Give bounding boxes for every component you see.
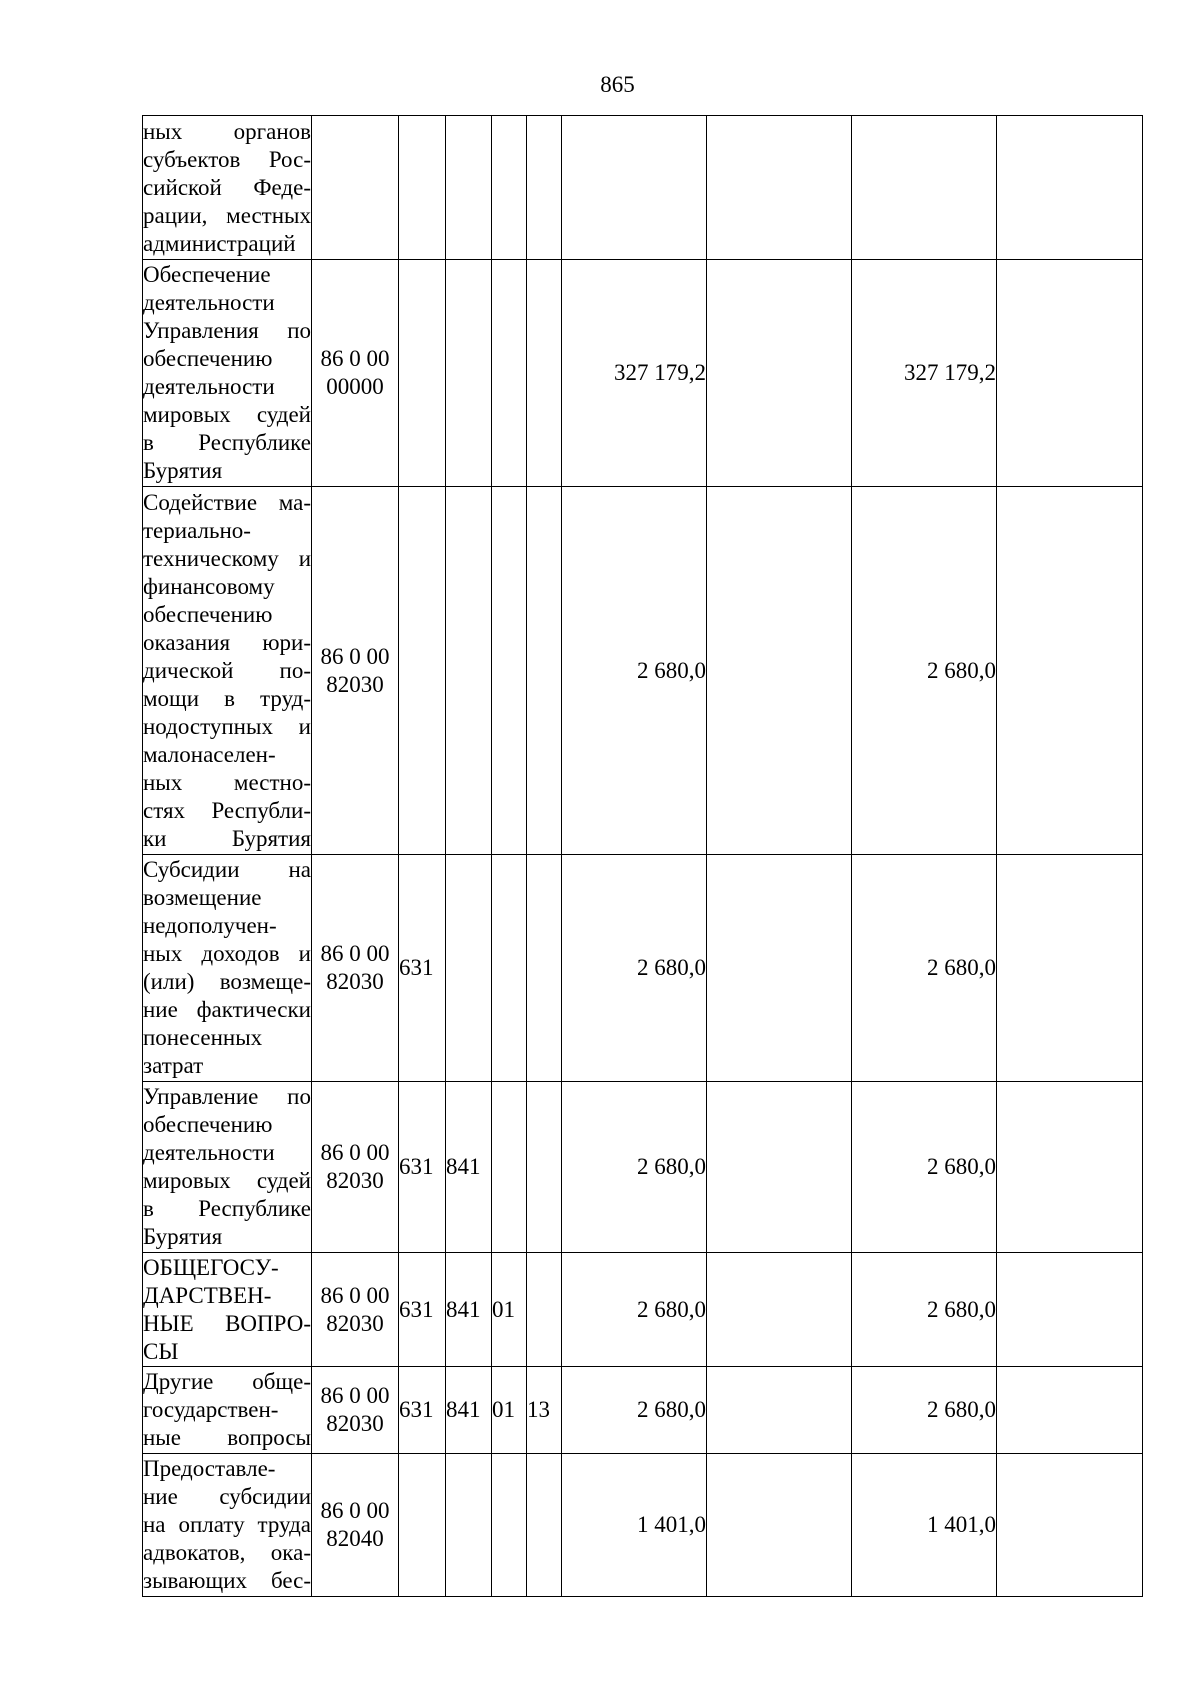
item-name-line: (или) возмеще- xyxy=(143,969,311,994)
target-article-code: 86 0 00 82030 xyxy=(312,1253,399,1367)
subsection-code xyxy=(527,1253,562,1367)
item-name-line: субъектов Рос- xyxy=(143,146,311,172)
table-row xyxy=(143,855,1143,1082)
ministry-code xyxy=(446,260,492,487)
amount-total: 2 680,0 xyxy=(562,1367,707,1454)
item-name-line: мировых судей xyxy=(143,402,311,427)
table-row xyxy=(143,260,1143,487)
amount-column-2 xyxy=(707,1454,852,1597)
subsection-code xyxy=(527,116,562,260)
target-article-code: 86 0 00 82040 xyxy=(312,1454,399,1597)
item-name-line: ных местно- xyxy=(143,769,311,795)
item-name-line: оказания юри- xyxy=(143,629,311,655)
ministry-code xyxy=(446,855,492,1082)
amount-column-2 xyxy=(707,116,852,260)
amount-column-4 xyxy=(997,855,1143,1082)
item-name-line: Управление по xyxy=(143,1084,311,1109)
target-article-code: 86 0 00 82030 xyxy=(312,1082,399,1253)
amount-total xyxy=(562,116,707,260)
item-name-line: обеспечению xyxy=(143,601,273,627)
section-code xyxy=(492,260,527,487)
subsection-code: 13 xyxy=(527,1367,562,1454)
target-article-code xyxy=(312,116,399,260)
amount-column-4 xyxy=(997,1253,1143,1367)
amount-total: 2 680,0 xyxy=(562,1253,707,1367)
item-name-line: техническому и xyxy=(143,545,311,571)
amount-column-4 xyxy=(997,487,1143,855)
item-name-line: СЫ xyxy=(143,1338,179,1364)
amount-column-2 xyxy=(707,1253,852,1367)
amount-column-2 xyxy=(707,855,852,1082)
item-name xyxy=(143,487,312,855)
item-name-line: в Республике xyxy=(143,1196,311,1221)
item-name-line: недополучен- xyxy=(143,913,277,938)
item-name-line: в Республике xyxy=(143,430,311,455)
item-name xyxy=(143,260,312,487)
item-name-line: Управления по xyxy=(143,318,311,343)
item-name-line: государствен- xyxy=(143,1397,279,1422)
amount-column-3: 2 680,0 xyxy=(852,487,997,855)
item-name-line: ные вопросы xyxy=(143,1425,311,1450)
page-number: 865 xyxy=(600,72,635,97)
table-row xyxy=(143,487,1143,855)
item-name-line: обеспечению xyxy=(143,1112,273,1137)
item-name-line: Бурятия xyxy=(143,1224,223,1249)
item-name-line: ных доходов и xyxy=(143,941,311,966)
expense-type-code: 631 xyxy=(399,1367,446,1454)
table-row xyxy=(143,116,1143,260)
expense-type-code xyxy=(399,260,446,487)
ministry-code: 841 xyxy=(446,1082,492,1253)
item-name-line: Субсидии на xyxy=(143,857,311,882)
item-name-line: администраций xyxy=(143,230,296,256)
item-name-line: сийской Феде- xyxy=(143,174,311,200)
item-name-line: ние фактически xyxy=(143,997,311,1022)
item-name-line: финансовому xyxy=(143,573,275,599)
table-row xyxy=(143,1082,1143,1253)
amount-column-3: 2 680,0 xyxy=(852,1367,997,1454)
ministry-code: 841 xyxy=(446,1367,492,1454)
amount-column-4 xyxy=(997,116,1143,260)
expense-type-code: 631 xyxy=(399,1082,446,1253)
item-name-line: Содействие ма- xyxy=(143,489,311,515)
item-name-line: ОБЩЕГОСУ- xyxy=(143,1254,279,1280)
amount-column-4 xyxy=(997,1082,1143,1253)
section-code xyxy=(492,1082,527,1253)
item-name xyxy=(143,1082,312,1253)
target-article-code: 86 0 00 00000 xyxy=(312,260,399,487)
ministry-code xyxy=(446,1454,492,1597)
section-code xyxy=(492,1454,527,1597)
item-name-line: мировых судей xyxy=(143,1168,311,1193)
amount-total: 2 680,0 xyxy=(562,487,707,855)
item-name-line: малонаселен- xyxy=(143,741,276,767)
item-name-line: териально- xyxy=(143,517,251,543)
item-name xyxy=(143,116,312,260)
item-name-line: мощи в труд- xyxy=(143,685,311,711)
amount-column-4 xyxy=(997,1367,1143,1454)
section-code: 01 xyxy=(492,1253,527,1367)
item-name-line: адвокатов, ока- xyxy=(143,1540,311,1565)
ministry-code xyxy=(446,116,492,260)
section-code xyxy=(492,487,527,855)
item-name-line: деятельности xyxy=(143,1140,275,1165)
section-code xyxy=(492,855,527,1082)
item-name-line: дической по- xyxy=(143,657,311,683)
item-name-line: обеспечению xyxy=(143,346,273,371)
amount-column-3: 2 680,0 xyxy=(852,1253,997,1367)
item-name xyxy=(143,1253,312,1367)
amount-column-2 xyxy=(707,1367,852,1454)
ministry-code xyxy=(446,487,492,855)
item-name-line: стях Республи- xyxy=(143,797,311,823)
amount-total: 2 680,0 xyxy=(562,1082,707,1253)
item-name-line: ДАРСТВЕН- xyxy=(143,1282,272,1308)
target-article-code: 86 0 00 82030 xyxy=(312,855,399,1082)
amount-column-3: 327 179,2 xyxy=(852,260,997,487)
table-row xyxy=(143,1253,1143,1367)
item-name xyxy=(143,1367,312,1454)
item-name-line: на оплату труда xyxy=(143,1512,311,1537)
subsection-code xyxy=(527,855,562,1082)
amount-column-3: 2 680,0 xyxy=(852,1082,997,1253)
amount-column-2 xyxy=(707,1082,852,1253)
item-name-line: Другие обще- xyxy=(143,1369,311,1394)
item-name-line: нодоступных и xyxy=(143,713,311,739)
item-name-line: ки Бурятия xyxy=(143,825,311,851)
item-name-line: Предоставле- xyxy=(143,1456,276,1481)
table-body xyxy=(143,116,1143,1597)
item-name-line: затрат xyxy=(143,1053,204,1078)
item-name-line: ных органов xyxy=(143,118,311,144)
amount-column-2 xyxy=(707,260,852,487)
item-name xyxy=(143,855,312,1082)
item-name-line: рации, местных xyxy=(143,202,311,228)
expense-type-code: 631 xyxy=(399,855,446,1082)
subsection-code xyxy=(527,1454,562,1597)
amount-column-4 xyxy=(997,260,1143,487)
item-name xyxy=(143,1454,312,1597)
amount-total: 1 401,0 xyxy=(562,1454,707,1597)
item-name-line: ние субсидии xyxy=(143,1484,311,1509)
item-name-line: понесенных xyxy=(143,1025,263,1050)
amount-column-2 xyxy=(707,487,852,855)
expense-type-code xyxy=(399,116,446,260)
item-name-line: Бурятия xyxy=(143,458,223,483)
amount-column-3: 2 680,0 xyxy=(852,855,997,1082)
amount-column-4 xyxy=(997,1454,1143,1597)
item-name-line: Обеспечение xyxy=(143,262,271,287)
amount-column-3: 1 401,0 xyxy=(852,1454,997,1597)
item-name-line: деятельности xyxy=(143,374,275,399)
item-name-line: НЫЕ ВОПРО- xyxy=(143,1310,311,1336)
section-code xyxy=(492,116,527,260)
expense-type-code xyxy=(399,487,446,855)
amount-total: 2 680,0 xyxy=(562,855,707,1082)
ministry-code: 841 xyxy=(446,1253,492,1367)
item-name-line: возмещение xyxy=(143,885,262,910)
target-article-code: 86 0 00 82030 xyxy=(312,487,399,855)
amount-column-3 xyxy=(852,116,997,260)
item-name-line: деятельности xyxy=(143,290,275,315)
subsection-code xyxy=(527,1082,562,1253)
expense-type-code: 631 xyxy=(399,1253,446,1367)
section-code: 01 xyxy=(492,1367,527,1454)
table-row xyxy=(143,1367,1143,1454)
expense-type-code xyxy=(399,1454,446,1597)
budget-table xyxy=(142,115,1143,1597)
item-name-line: зывающих бес- xyxy=(143,1568,311,1593)
subsection-code xyxy=(527,260,562,487)
table-row xyxy=(143,1454,1143,1597)
subsection-code xyxy=(527,487,562,855)
target-article-code: 86 0 00 82030 xyxy=(312,1367,399,1454)
amount-total: 327 179,2 xyxy=(562,260,707,487)
